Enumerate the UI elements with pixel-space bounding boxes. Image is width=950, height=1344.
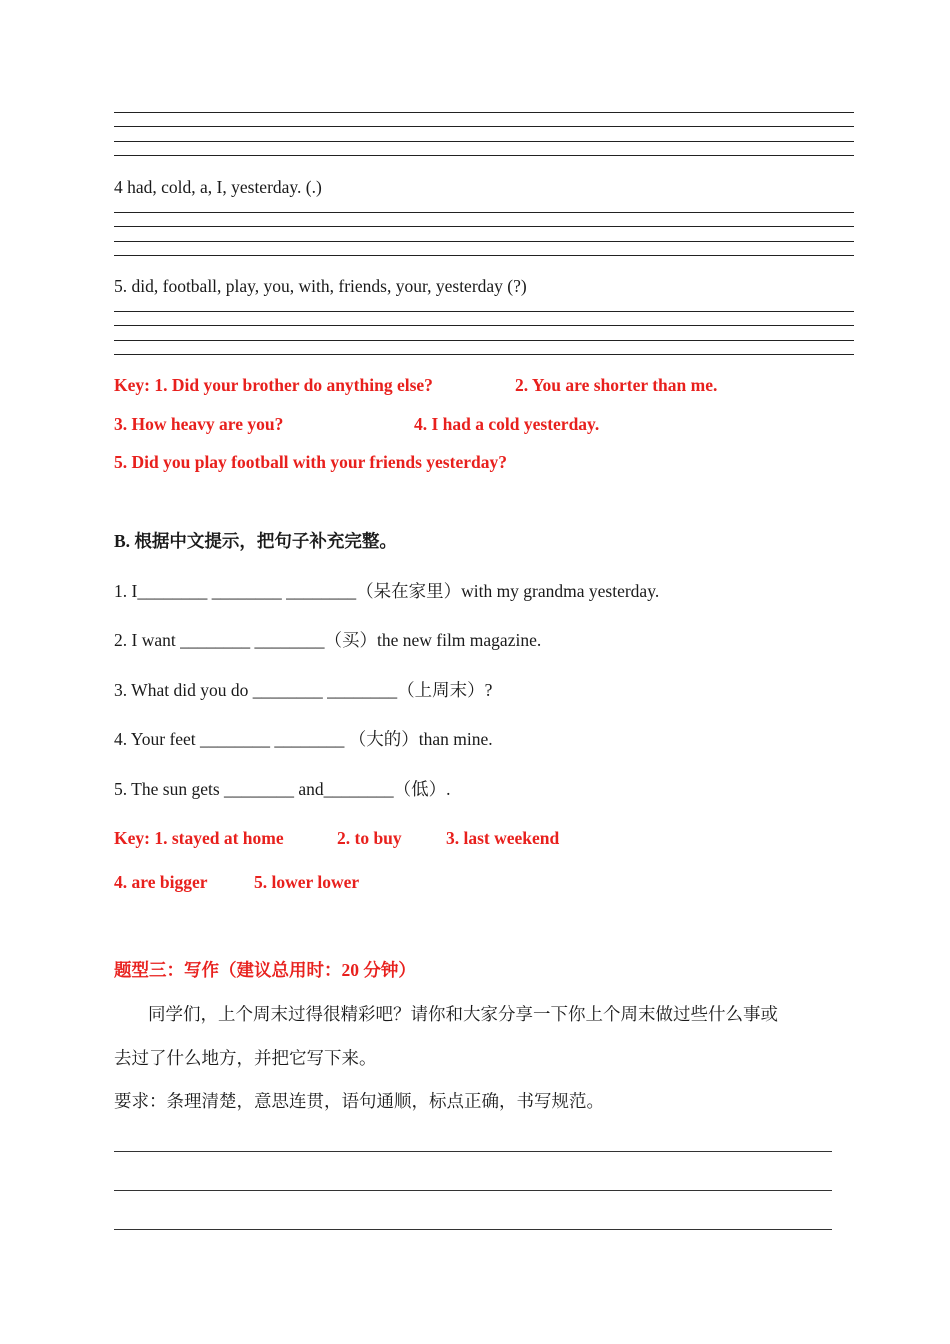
fill-in-item-3: 3. What did you do ________ ________（上周末）? bbox=[114, 680, 493, 700]
fill-in-item-1: 1. I________ ________ ________（呆在家里）with my grandma yesterday. bbox=[114, 581, 660, 601]
answer-key-b2: 2. to buy bbox=[337, 828, 402, 848]
writing-prompt-line-2: 去过了什么地方，并把它写下来。 bbox=[114, 1048, 377, 1068]
question-4: 4 had, cold, a, I, yesterday. (.) bbox=[114, 177, 322, 197]
writing-requirement: 要求：条理清楚，意思连贯，语句通顺，标点正确，书写规范。 bbox=[114, 1091, 604, 1111]
answer-key-4: 4. I had a cold yesterday. bbox=[414, 414, 600, 434]
writing-prompt-line-1: 同学们，上个周末过得很精彩吧？请你和大家分享一下你上个周末做过些什么事或 bbox=[148, 1004, 778, 1024]
question-5: 5. did, football, play, you, with, friends, your, yesterday (?) bbox=[114, 276, 527, 296]
fill-in-item-5: 5. The sun gets ________ and________（低）. bbox=[114, 779, 451, 799]
answer-key-5: 5. Did you play football with your friends yesterday? bbox=[114, 452, 507, 472]
answer-key-b1: Key: 1. stayed at home bbox=[114, 828, 284, 848]
section-b-heading: B. 根据中文提示，把句子补充完整。 bbox=[114, 531, 397, 551]
writing-guide-lines bbox=[114, 212, 854, 256]
section-c-heading: 题型三：写作（建议总用时：20 分钟） bbox=[114, 960, 416, 980]
fill-in-item-4: 4. Your feet ________ ________ （大的）than mine. bbox=[114, 729, 493, 749]
answer-key-3: 3. How heavy are you? bbox=[114, 414, 284, 434]
answer-key-1: Key: 1. Did your brother do anything else? bbox=[114, 375, 433, 395]
answer-key-b4: 4. are bigger bbox=[114, 872, 208, 892]
fill-in-item-2: 2. I want ________ ________（买）the new film magazine. bbox=[114, 630, 542, 650]
answer-key-b5: 5. lower lower bbox=[254, 872, 360, 892]
writing-guide-lines bbox=[114, 112, 854, 156]
answer-key-2: 2. You are shorter than me. bbox=[515, 375, 718, 395]
answer-key-b3: 3. last weekend bbox=[446, 828, 560, 848]
writing-line[interactable] bbox=[114, 1151, 832, 1152]
writing-line[interactable] bbox=[114, 1229, 832, 1230]
writing-guide-lines bbox=[114, 311, 854, 355]
writing-line[interactable] bbox=[114, 1190, 832, 1191]
